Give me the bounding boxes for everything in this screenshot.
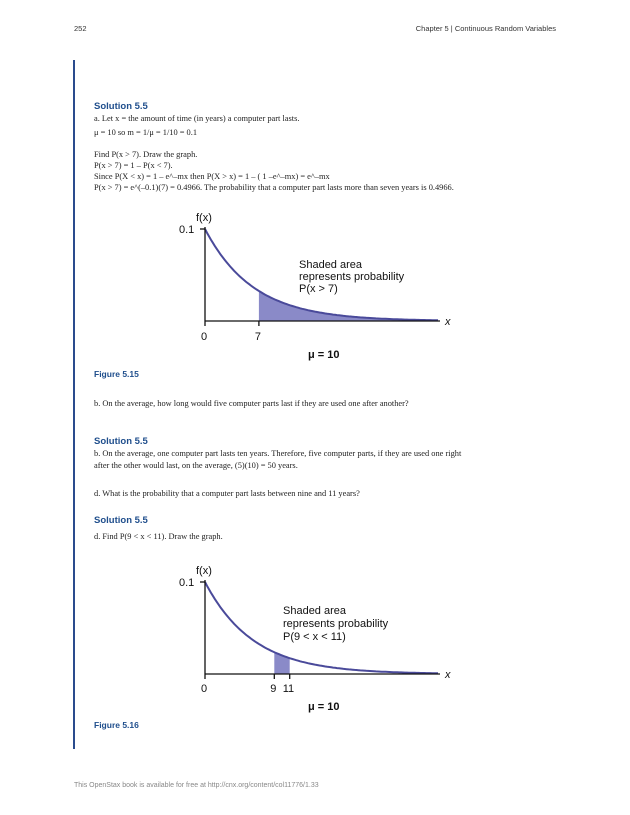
y-axis-label: f(x) <box>196 565 212 577</box>
exponential-graph-1 <box>0 205 630 365</box>
solution-a-line-5: Since P(X < x) = 1 – e^–mx then P(X > x) = 1 – ( 1 –e^–mx) = e^–mx <box>94 172 330 181</box>
x-axis-label: x <box>445 316 451 328</box>
shade-title-line-3: P(9 < x < 11) <box>283 631 346 643</box>
y-axis-label: f(x) <box>196 212 212 224</box>
x-tick-label-11: 11 <box>282 683 295 695</box>
shade-title-line-3: P(x > 7) <box>299 283 338 295</box>
solution-heading-b: Solution 5.5 <box>94 436 148 447</box>
shade-title-line-2: represents probability <box>299 271 405 283</box>
solution-a-line-4: P(x > 7) = 1 – P(x < 7). <box>94 161 173 170</box>
y-tick-label: 0.1 <box>179 224 195 236</box>
shade-title-line-1: Shaded area <box>299 259 362 271</box>
solution-heading-a: Solution 5.5 <box>94 101 148 112</box>
x-axis-label: x <box>445 669 451 681</box>
x-tick-label-0: 0 <box>201 331 208 343</box>
shade-title-line-1: Shaded area <box>283 605 346 617</box>
solution-b-line-1: b. On the average, one computer part lasts ten years. Therefore, five computer parts, if they are used one right <box>94 449 462 458</box>
x-tick-label-0: 0 <box>201 683 208 695</box>
x-tick-label-7: 7 <box>254 331 262 343</box>
mu-label: μ = 10 <box>308 349 340 361</box>
solution-d-line-1: d. Find P(9 < x < 11). Draw the graph. <box>94 532 223 541</box>
figure-caption-15: Figure 5.15 <box>94 369 139 379</box>
chapter-title: Chapter 5 | Continuous Random Variables <box>415 24 556 33</box>
solution-b-line-2: after the other would last, on the average, (5)(10) = 50 years. <box>94 461 298 470</box>
footer-note: This OpenStax book is available for free at http://cnx.org/content/col11776/1.33 <box>74 782 319 789</box>
solution-a-line-6: P(x > 7) = e^(–0.1)(7) = 0.4966. The probability that a computer part lasts more than seven years is 0.4966. <box>94 183 454 192</box>
shade-title-line-2: represents probability <box>283 618 389 630</box>
page-number: 252 <box>74 24 87 33</box>
solution-a-line-3: Find P(x > 7). Draw the graph. <box>94 150 198 159</box>
solution-heading-d: Solution 5.5 <box>94 515 148 526</box>
x-tick-label-9: 9 <box>270 683 277 695</box>
y-tick-label: 0.1 <box>179 577 195 589</box>
exponential-graph-2 <box>0 558 630 718</box>
solution-a-line-2: μ = 10 so m = 1/μ = 1/10 = 0.1 <box>94 128 198 137</box>
figure-caption-16: Figure 5.16 <box>94 720 139 730</box>
question-b: b. On the average, how long would five computer parts last if they are used one after another? <box>94 399 409 408</box>
mu-label: μ = 10 <box>308 701 340 713</box>
question-d: d. What is the probability that a computer part lasts between nine and 11 years? <box>94 489 360 498</box>
solution-a-line-1: a. Let x = the amount of time (in years) a computer part lasts. <box>94 114 300 123</box>
